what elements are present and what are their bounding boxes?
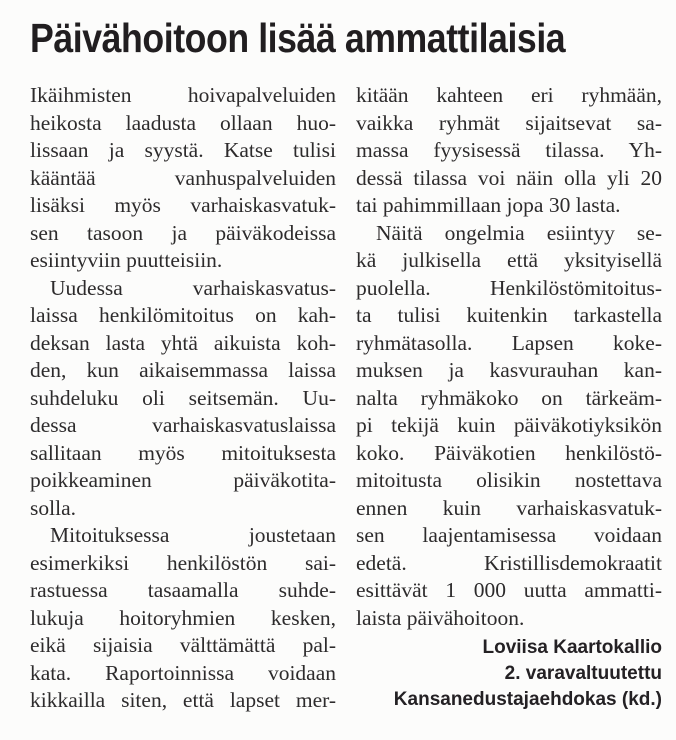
body-line: Näitä ongelmia esiintyy se-: [376, 220, 662, 245]
body-line: poikkeaminen päiväkotita-: [30, 468, 336, 493]
body-line: den, kun aikaisemmassa laissa: [30, 358, 336, 383]
body-line: laista päivähoitoon.: [356, 605, 525, 630]
body-line: kata. Raportoinnissa voidaan: [30, 660, 336, 685]
body-line: dessä tilassa voi näin olla yli 20: [356, 165, 662, 190]
headline: Päivähoitoon lisää ammattilaisia: [30, 15, 566, 61]
body-line: solla.: [30, 495, 76, 520]
body-line: esiintyviin puutteisiin.: [30, 248, 223, 273]
byline: [356, 635, 662, 713]
body-line: kä julkisella että yksityisellä: [356, 248, 662, 273]
body-line: lisäksi myös varhaiskasvatuk-: [30, 193, 336, 218]
byline-line: Kansanedustajaehdokas (kd.): [393, 689, 662, 711]
body-line: ennen kuin varhaiskasvatuk-: [356, 495, 662, 520]
body-line: mitoitusta olisikin nostettava: [356, 468, 662, 493]
body-line: edetä. Kristillisdemokraatit: [356, 550, 662, 575]
body-line: Uudessa varhaiskasvatus-: [50, 275, 336, 300]
body-line: sen tasoon ja päiväkodeissa: [30, 220, 336, 245]
body-line: muksen ja kasvurauhan kan-: [356, 358, 662, 383]
column-left: [30, 82, 336, 715]
body-line: dessa varhaiskasvatuslaissa: [30, 413, 336, 438]
body-line: pi tekijä kuin päiväkotiyksikön: [356, 413, 662, 438]
body-line: vaikka ryhmät sijaitsevat sa-: [356, 110, 662, 135]
body-line: Ikäihmisten hoivapalveluiden: [30, 83, 336, 108]
body-line: lissaan ja syystä. Katse tulisi: [30, 138, 336, 163]
body-line: sallitaan myös mitoituksesta: [30, 440, 336, 465]
column-left-lines: [30, 82, 336, 715]
body-line: Mitoituksessa joustetaan: [50, 523, 336, 548]
body-line: rastuessa tasaamalla suhde-: [30, 578, 336, 603]
body-line: ryhmätasolla. Lapsen koke-: [356, 330, 662, 355]
byline-line: 2. varavaltuutettu: [504, 663, 662, 685]
body-line: deksan lasta yhtä aikuista koh-: [30, 330, 336, 355]
body-line: laissa henkilömitoitus on kah-: [30, 303, 336, 328]
column-right: [356, 82, 662, 713]
column-right-lines: [356, 82, 662, 632]
body-line: heikosta laadusta ollaan huo-: [30, 110, 336, 135]
body-line: esimerkiksi henkilöstön sai-: [30, 550, 336, 575]
body-line: ta tulisi kuitenkin tarkastella: [356, 303, 662, 328]
body-line: eikä sijaisia välttämättä pal-: [30, 633, 336, 658]
body-line: puolella. Henkilöstömitoitus-: [356, 275, 662, 300]
body-line: kitään kahteen eri ryhmään,: [356, 83, 662, 108]
body-line: sen laajentamisessa voidaan: [356, 523, 662, 548]
body-line: koko. Päiväkotien henkilöstö-: [356, 440, 662, 465]
body-line: kääntää vanhuspalveluiden: [30, 165, 336, 190]
body-line: massa fyysisessä tilassa. Yh-: [356, 138, 662, 163]
article-body: [30, 82, 662, 715]
body-line: kikkailla siten, että lapset mer-: [30, 688, 336, 713]
byline-line: Loviisa Kaartokallio: [482, 637, 662, 659]
body-line: lukuja hoitoryhmien kesken,: [30, 605, 336, 630]
body-line: tai pahimmillaan jopa 30 lasta.: [356, 193, 621, 218]
body-line: suhdeluku oli seitsemän. Uu-: [30, 385, 336, 410]
body-line: esittävät 1 000 uutta ammatti-: [356, 578, 662, 603]
body-line: nalta ryhmäkoko on tärkeäm-: [356, 385, 662, 410]
